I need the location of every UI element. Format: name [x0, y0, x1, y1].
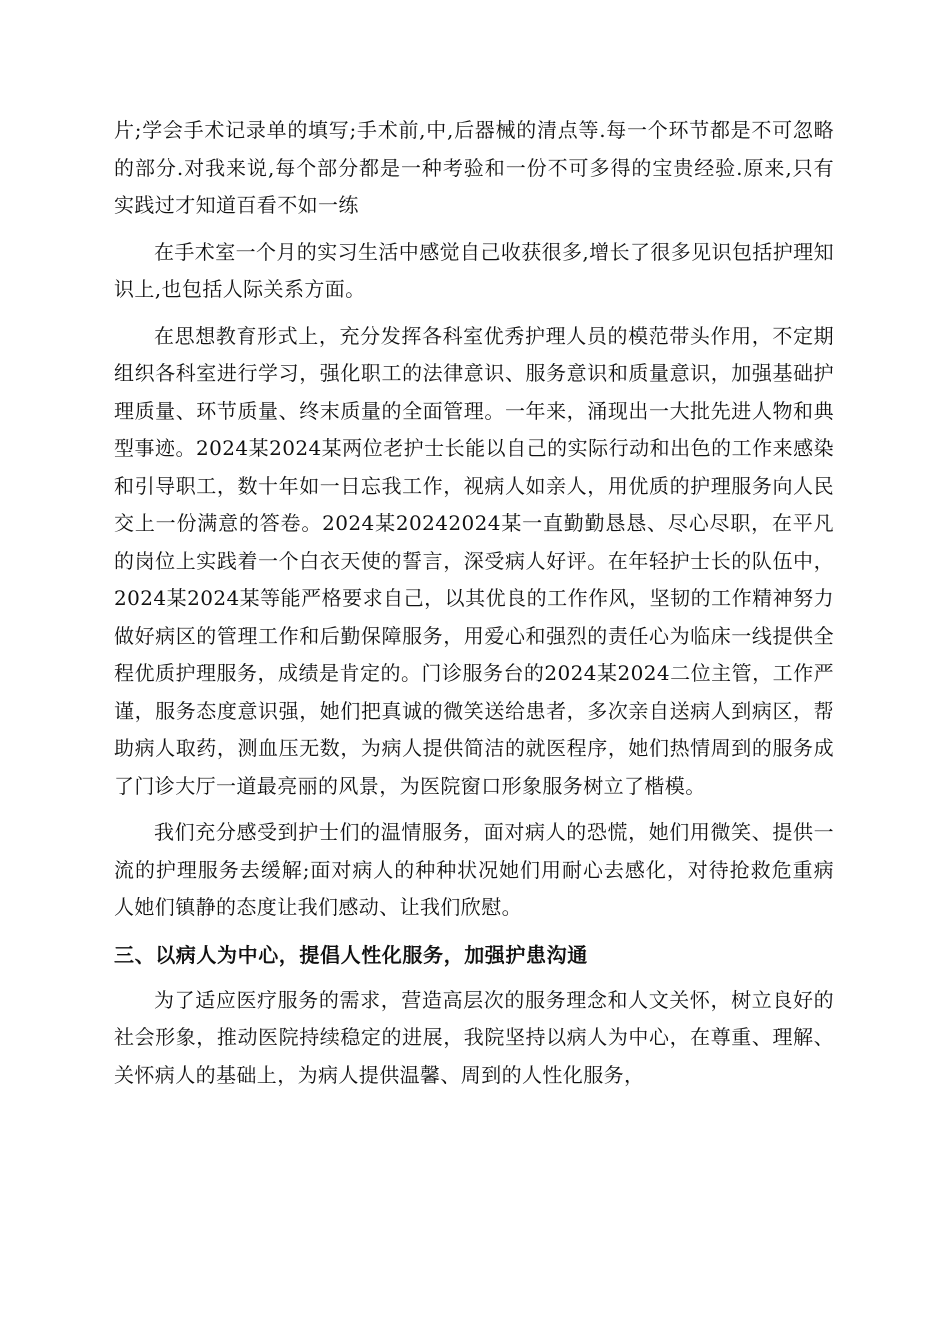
paragraph-warm-service: 我们充分感受到护士们的温情服务，面对病人的恐慌，她们用微笑、提供一流的护理服务去缓解;面对病人的种种状况她们用耐心去感化，对待抢救危重病人她们镇静的态度让我们感动、让我们欣慰。: [114, 820, 834, 919]
paragraph-continuation: 片;学会手术记录单的填写;手术前,中,后器械的清点等.每一个环节都是不可忽略的部分.对我来说,每个部分都是一种考验和一份不可多得的宝贵经验.原来,只有实践过才知道百看不如一练: [114, 118, 834, 217]
document-page: [114, 112, 834, 1103]
paragraph-patient-centered: 为了适应医疗服务的需求，营造高层次的服务理念和人文关怀，树立良好的社会形象，推动医院持续稳定的进展，我院坚持以病人为中心，在尊重、理解、关怀病人的基础上，为病人提供温馨、周到的人性化服务，: [114, 987, 834, 1087]
paragraph-education: 在思想教育形式上，充分发挥各科室优秀护理人员的模范带头作用，不定期组织各科室进行学习，强化职工的法律意识、服务意识和质量意识，加强基础护理质量、环节质量、终末质量的全面管理。一年来，涌现出一大批先进人物和典型事迹。2024某2024某两位老护士长能以自己的实际行动和出色的工作来感染和引导职工，数十年如一日忘我工作，视病人如亲人，用优质的护理服务向人民交上一份满意的答卷。2024某20242024某一直勤勤恳恳、尽心尽职，在平凡的岗位上实践着一个白衣天使的誓言，深受病人好评。在年轻护士长的队伍中，2024某2024某等能严格要求自己，以其优良的工作作风，坚韧的工作精神努力做好病区的管理工作和后勤保障服务，用爱心和强烈的责任心为临床一线提供全程优质护理服务，成绩是肯定的。门诊服务台的2024某2024二位主管，工作严谨，服务态度意识强，她们把真诚的微笑送给患者，多次亲自送病人到病区，帮助病人取药，测血压无数，为病人提供简洁的就医程序，她们热情周到的服务成了门诊大厅一道最亮丽的风景，为医院窗口形象服务树立了楷模。: [114, 323, 834, 798]
section-heading: 三、以病人为中心，提倡人性化服务，加强护患沟通: [114, 942, 588, 967]
paragraph-internship: 在手术室一个月的实习生活中感觉自己收获很多,增长了很多见识包括护理知识上,也包括人际关系方面。: [114, 239, 834, 301]
